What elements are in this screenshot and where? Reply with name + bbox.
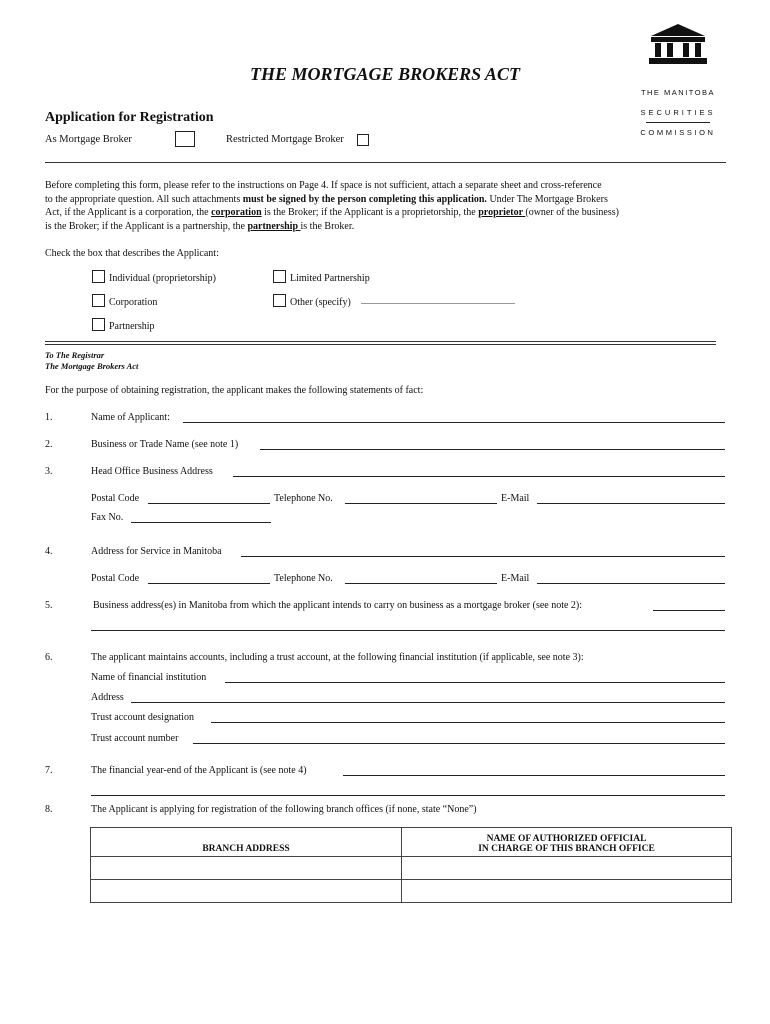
limited-partnership-checkbox[interactable] <box>273 270 286 283</box>
applicant-name-field[interactable] <box>183 422 725 423</box>
postal-code-label-2: Postal Code <box>91 573 140 584</box>
institution-address-label: Address <box>91 692 124 703</box>
partnership-checkbox[interactable] <box>92 318 105 331</box>
registrar-address <box>45 350 138 372</box>
corporation-emphasis: corporation <box>211 207 262 219</box>
section-divider-top <box>45 341 716 342</box>
trust-designation-label: Trust account designation <box>91 712 194 723</box>
mortgage-broker-checkbox[interactable] <box>175 131 195 147</box>
other-label: Other (specify) <box>290 297 351 308</box>
service-address-field[interactable] <box>241 556 725 557</box>
partnership-emphasis: partnership <box>247 220 301 232</box>
item-1-number: 1. <box>45 412 53 423</box>
head-office-field[interactable] <box>233 476 725 477</box>
intro-line-1: Before completing this form, please refer to the instructions on Page 4. If space is not sufficient, attach a separate sheet and cross-reference <box>45 180 602 191</box>
intro-text: Under The Mortgage Brokers <box>486 193 608 205</box>
telephone-label-2: Telephone No. <box>274 573 333 584</box>
intro-text: is the Broker; if the Applicant is a partnership, the <box>45 220 248 232</box>
option-limited-partnership[interactable] <box>273 270 370 284</box>
branch-business-label: Business address(es) in Manitoba from which the applicant intends to carry on business as a mortgage broker (see note 2): <box>93 600 583 611</box>
business-addresses-field-2[interactable] <box>91 630 725 631</box>
business-addresses-field[interactable] <box>653 610 725 611</box>
authorized-official-header-line-2: IN CHARGE OF THIS BRANCH OFFICE <box>478 844 655 854</box>
authorized-official-header-line-1: NAME OF AUTHORIZED OFFICIAL <box>486 834 647 844</box>
item-7-number: 7. <box>45 765 53 776</box>
postal-code-field-2[interactable] <box>148 583 270 584</box>
telephone-field[interactable] <box>345 503 497 504</box>
institution-address-field[interactable] <box>131 702 725 703</box>
branch-address-header: BRANCH ADDRESS <box>91 828 402 857</box>
other-specify-field[interactable] <box>361 303 515 304</box>
table-row <box>91 857 732 880</box>
table-header-row <box>91 828 732 857</box>
limited-partnership-label: Limited Partnership <box>290 273 370 284</box>
form-title: THE MORTGAGE BROKERS ACT <box>250 64 520 84</box>
intro-paragraph <box>45 179 735 233</box>
telephone-field-2[interactable] <box>345 583 497 584</box>
option-partnership[interactable] <box>92 318 155 332</box>
financial-year-end-label: The financial year-end of the Applicant is (see note 4) <box>91 765 307 776</box>
item-8-number: 8. <box>45 804 53 815</box>
as-mortgage-broker-label: As Mortgage Broker <box>45 134 132 145</box>
trust-number-label: Trust account number <box>91 733 179 744</box>
corporation-checkbox[interactable] <box>92 294 105 307</box>
commission-logo-icon <box>647 22 709 68</box>
branch-offices-table <box>90 827 732 903</box>
email-label: E-Mail <box>501 493 530 504</box>
registrar-line-1: To The Registrar <box>45 350 105 360</box>
branch-offices-label: The Applicant is applying for registration of the following branch offices (if none, state “None”) <box>91 804 477 815</box>
item-3-number: 3. <box>45 466 53 477</box>
other-checkbox[interactable] <box>273 294 286 307</box>
authorized-official-cell[interactable] <box>402 880 732 903</box>
email-field[interactable] <box>537 503 725 504</box>
logo-line-1: THE MANITOBA <box>640 88 716 97</box>
telephone-label: Telephone No. <box>274 493 333 504</box>
item-6-number: 6. <box>45 652 53 663</box>
logo-line-2: SECURITIES <box>640 108 716 117</box>
form-subtitle: Application for Registration <box>45 110 214 125</box>
intro-text: Act, if the Applicant is a corporation, the <box>45 207 212 219</box>
individual-label: Individual (proprietorship) <box>109 273 216 284</box>
logo-line-3: COMMISSION <box>640 128 716 137</box>
intro-text: is the Broker. <box>300 220 355 232</box>
trade-name-field[interactable] <box>260 449 725 450</box>
fax-label: Fax No. <box>91 512 124 523</box>
individual-checkbox[interactable] <box>92 270 105 283</box>
option-corporation[interactable] <box>92 294 157 308</box>
applicant-name-label: Name of Applicant: <box>91 412 170 423</box>
branch-address-cell[interactable] <box>91 880 402 903</box>
intro-text: (owner of the business) <box>525 207 619 219</box>
accounts-label: The applicant maintains accounts, including a trust account, at the following financial institution (if applicable, see note 3): <box>91 652 584 663</box>
postal-code-field[interactable] <box>148 503 270 504</box>
purpose-statement: For the purpose of obtaining registration, the applicant makes the following statements of fact: <box>45 385 424 396</box>
fax-field[interactable] <box>131 522 271 523</box>
branch-address-cell[interactable] <box>91 857 402 880</box>
item-5-number: 5. <box>45 600 53 611</box>
intro-line-3 <box>45 206 735 220</box>
section-divider-bottom <box>45 344 716 345</box>
postal-code-label: Postal Code <box>91 493 140 504</box>
email-field-2[interactable] <box>537 583 725 584</box>
authorized-official-cell[interactable] <box>402 857 732 880</box>
financial-year-end-field-2[interactable] <box>91 795 725 796</box>
signed-emphasis: must be signed by the person completing this application. <box>242 193 487 205</box>
table-row <box>91 880 732 903</box>
registrar-line-2: The Mortgage Brokers Act <box>45 361 139 371</box>
intro-text: to the appropriate question. All such attachments <box>45 193 243 205</box>
trust-number-field[interactable] <box>193 743 725 744</box>
trust-designation-field[interactable] <box>211 722 725 723</box>
financial-institution-field[interactable] <box>225 682 725 683</box>
intro-line-4 <box>45 220 735 234</box>
trade-name-label: Business or Trade Name (see note 1) <box>91 439 239 450</box>
option-other[interactable] <box>273 294 351 308</box>
financial-year-end-field[interactable] <box>343 775 725 776</box>
proprietor-emphasis: proprietor <box>478 207 526 219</box>
financial-institution-label: Name of financial institution <box>91 672 207 683</box>
intro-text: is the Broker; if the Applicant is a proprietorship, the <box>261 207 479 219</box>
restricted-broker-checkbox[interactable] <box>357 134 369 146</box>
corporation-label: Corporation <box>109 297 158 308</box>
applicant-type-prompt: Check the box that describes the Applicant: <box>45 248 219 259</box>
logo-divider <box>646 122 710 123</box>
option-individual[interactable] <box>92 270 216 284</box>
header-divider <box>45 162 726 163</box>
item-2-number: 2. <box>45 439 53 450</box>
restricted-broker-label: Restricted Mortgage Broker <box>226 134 344 145</box>
service-address-label: Address for Service in Manitoba <box>91 546 222 557</box>
partnership-label: Partnership <box>109 321 155 332</box>
item-4-number: 4. <box>45 546 53 557</box>
email-label-2: E-Mail <box>501 573 530 584</box>
head-office-label: Head Office Business Address <box>91 466 213 477</box>
authorized-official-header <box>402 828 732 857</box>
intro-line-2 <box>45 193 735 207</box>
